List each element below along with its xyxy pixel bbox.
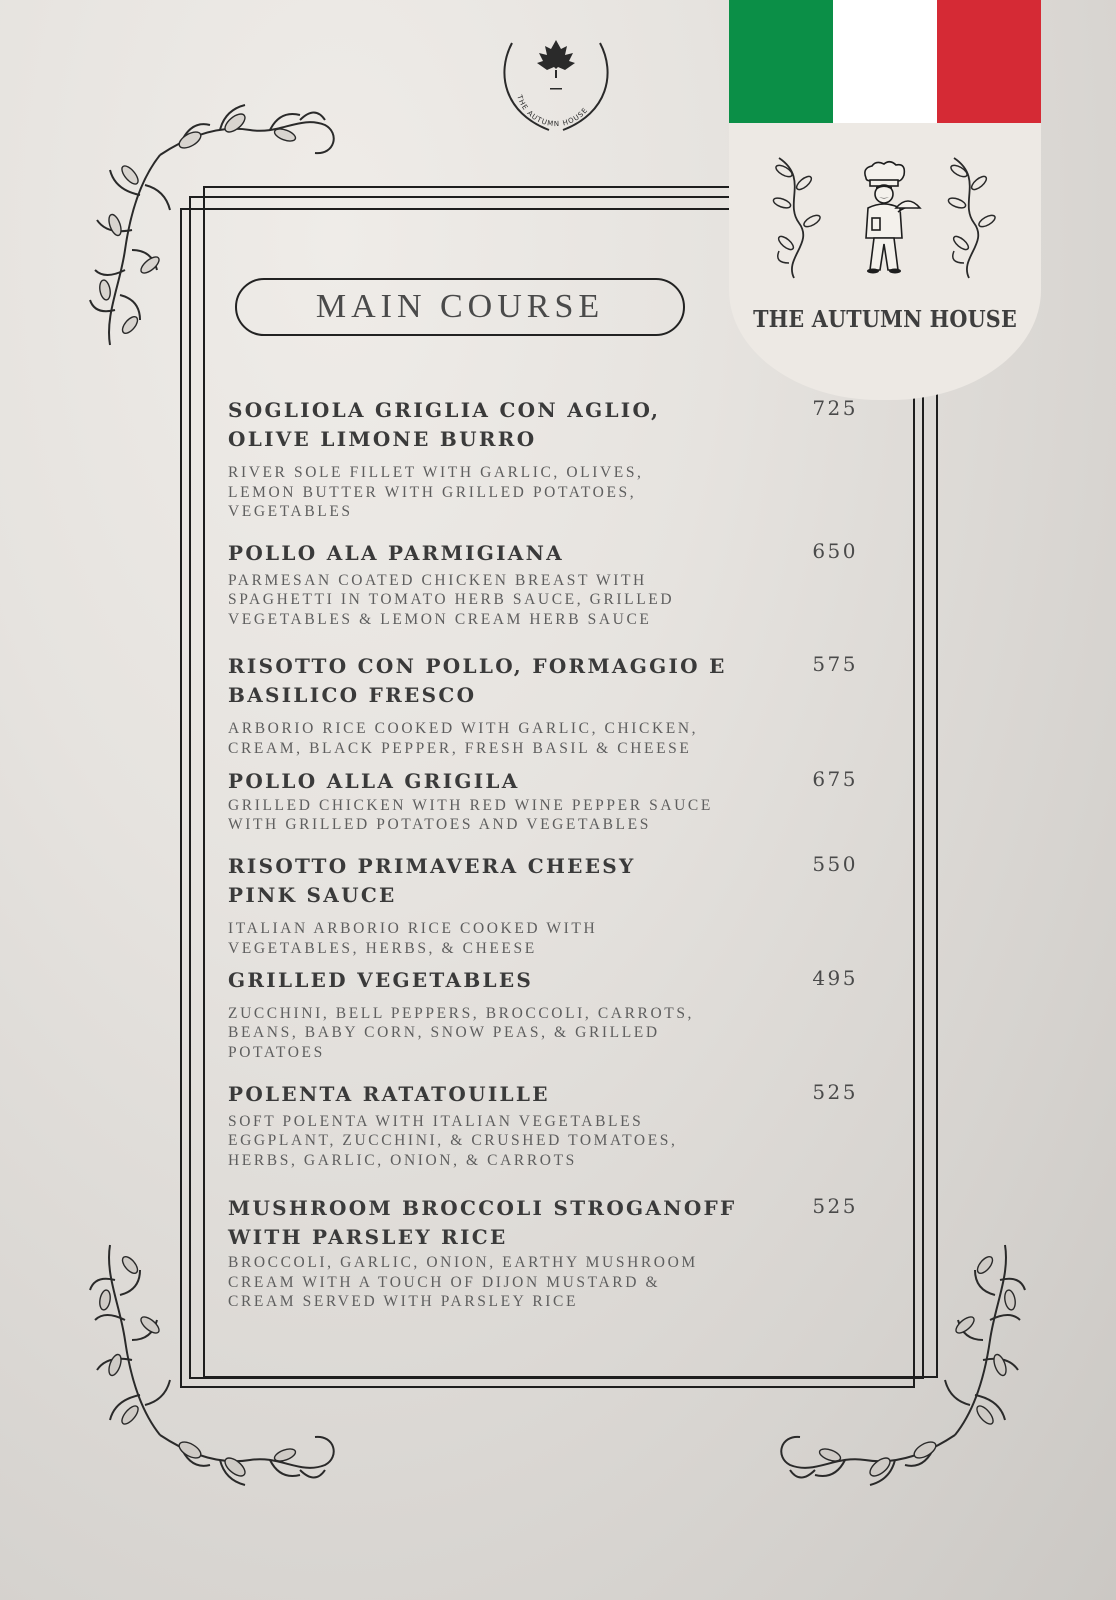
menu-item-price: 525 (812, 1194, 858, 1218)
flag-red-stripe (937, 0, 1041, 123)
menu-item-description: ZUCCHINI, BELL PEPPERS, BROCCOLI, CARROTS, BEANS, BABY CORN, SNOW PEAS, & GRILLED POTATOES (228, 1004, 695, 1061)
menu-item-name: POLLO ALA PARMIGIANA (228, 541, 564, 565)
menu-item-price: 495 (812, 966, 858, 990)
italian-flag (729, 0, 1041, 123)
svg-text:THE AUTUMN HOUSE: THE AUTUMN HOUSE (515, 94, 590, 129)
flag-green-stripe (729, 0, 833, 123)
menu-item-price: 575 (812, 652, 858, 676)
menu-item (228, 966, 858, 1062)
vine-right-icon (939, 153, 1009, 283)
section-title: MAIN COURSE (315, 288, 605, 325)
menu-item-price: 525 (812, 1080, 858, 1104)
menu-item-description: PARMESAN COATED CHICKEN BREAST WITH SPAGHETTI IN TOMATO HERB SAUCE, GRILLED VEGETABLES & LEMON CREAM HERB SAUCE (228, 571, 675, 628)
menu-item-description: ITALIAN ARBORIO RICE COOKED WITH VEGETABLES, HERBS, & CHEESE (228, 920, 598, 957)
section-heading (235, 278, 685, 336)
menu-item-name: POLENTA RATATOUILLE (228, 1082, 550, 1106)
menu-item-price: 650 (812, 539, 858, 563)
menu-item-name: SOGLIOLA GRIGLIA CON AGLIO, OLIVE LIMONE BURRO (228, 398, 661, 451)
menu-item (228, 1194, 858, 1312)
menu-item-name: RISOTTO PRIMAVERA CHEESY PINK SAUCE (228, 854, 636, 907)
flag-white-stripe (833, 0, 937, 123)
menu-item-name: GRILLED VEGETABLES (228, 968, 534, 992)
flag-badge (729, 0, 1041, 400)
menu-item (228, 767, 858, 835)
menu-item-description: RIVER SOLE FILLET WITH GARLIC, OLIVES, LEMON BUTTER WITH GRILLED POTATOES, VEGETABLES (228, 464, 644, 520)
maple-leaf-wreath-icon (494, 28, 618, 140)
menu-item-description: ARBORIO RICE COOKED WITH GARLIC, CHICKEN, CREAM, BLACK PEPPER, FRESH BASIL & CHEESE (228, 720, 699, 757)
badge-title: THE AUTUMN HOUSE (753, 306, 1017, 333)
menu-item-description: SOFT POLENTA WITH ITALIAN VEGETABLES EGGPLANT, ZUCCHINI, & CRUSHED TOMATOES, HERBS, GARLIC, ONION, & CARROTS (228, 1112, 678, 1169)
menu-item-description: GRILLED CHICKEN WITH RED WINE PEPPER SAUCE WITH GRILLED POTATOES AND VEGETABLES (228, 796, 713, 833)
menu-item (228, 852, 858, 958)
menu-item (228, 652, 858, 758)
menu-item (228, 396, 858, 522)
vine-left-icon (764, 153, 834, 283)
menu-item-name: POLLO ALLA GRIGILA (228, 769, 520, 793)
menu-item (228, 1080, 858, 1170)
autumn-house-logo (494, 28, 618, 140)
menu-item (228, 539, 858, 629)
menu-item-price: 675 (812, 767, 858, 791)
menu-item-name: RISOTTO CON POLLO, FORMAGGIO E BASILICO FRESCO (228, 654, 727, 707)
menu-item-price: 550 (812, 852, 858, 876)
menu-item-price: 725 (812, 396, 858, 420)
menu-item-name: MUSHROOM BROCCOLI STROGANOFF WITH PARSLEY RICE (228, 1196, 737, 1249)
menu-item-description: BROCCOLI, GARLIC, ONION, EARTHY MUSHROOM CREAM WITH A TOUCH OF DIJON MUSTARD & CREAM SERVED WITH PARSLEY RICE (228, 1254, 698, 1310)
chef-illustration-icon (854, 160, 924, 280)
